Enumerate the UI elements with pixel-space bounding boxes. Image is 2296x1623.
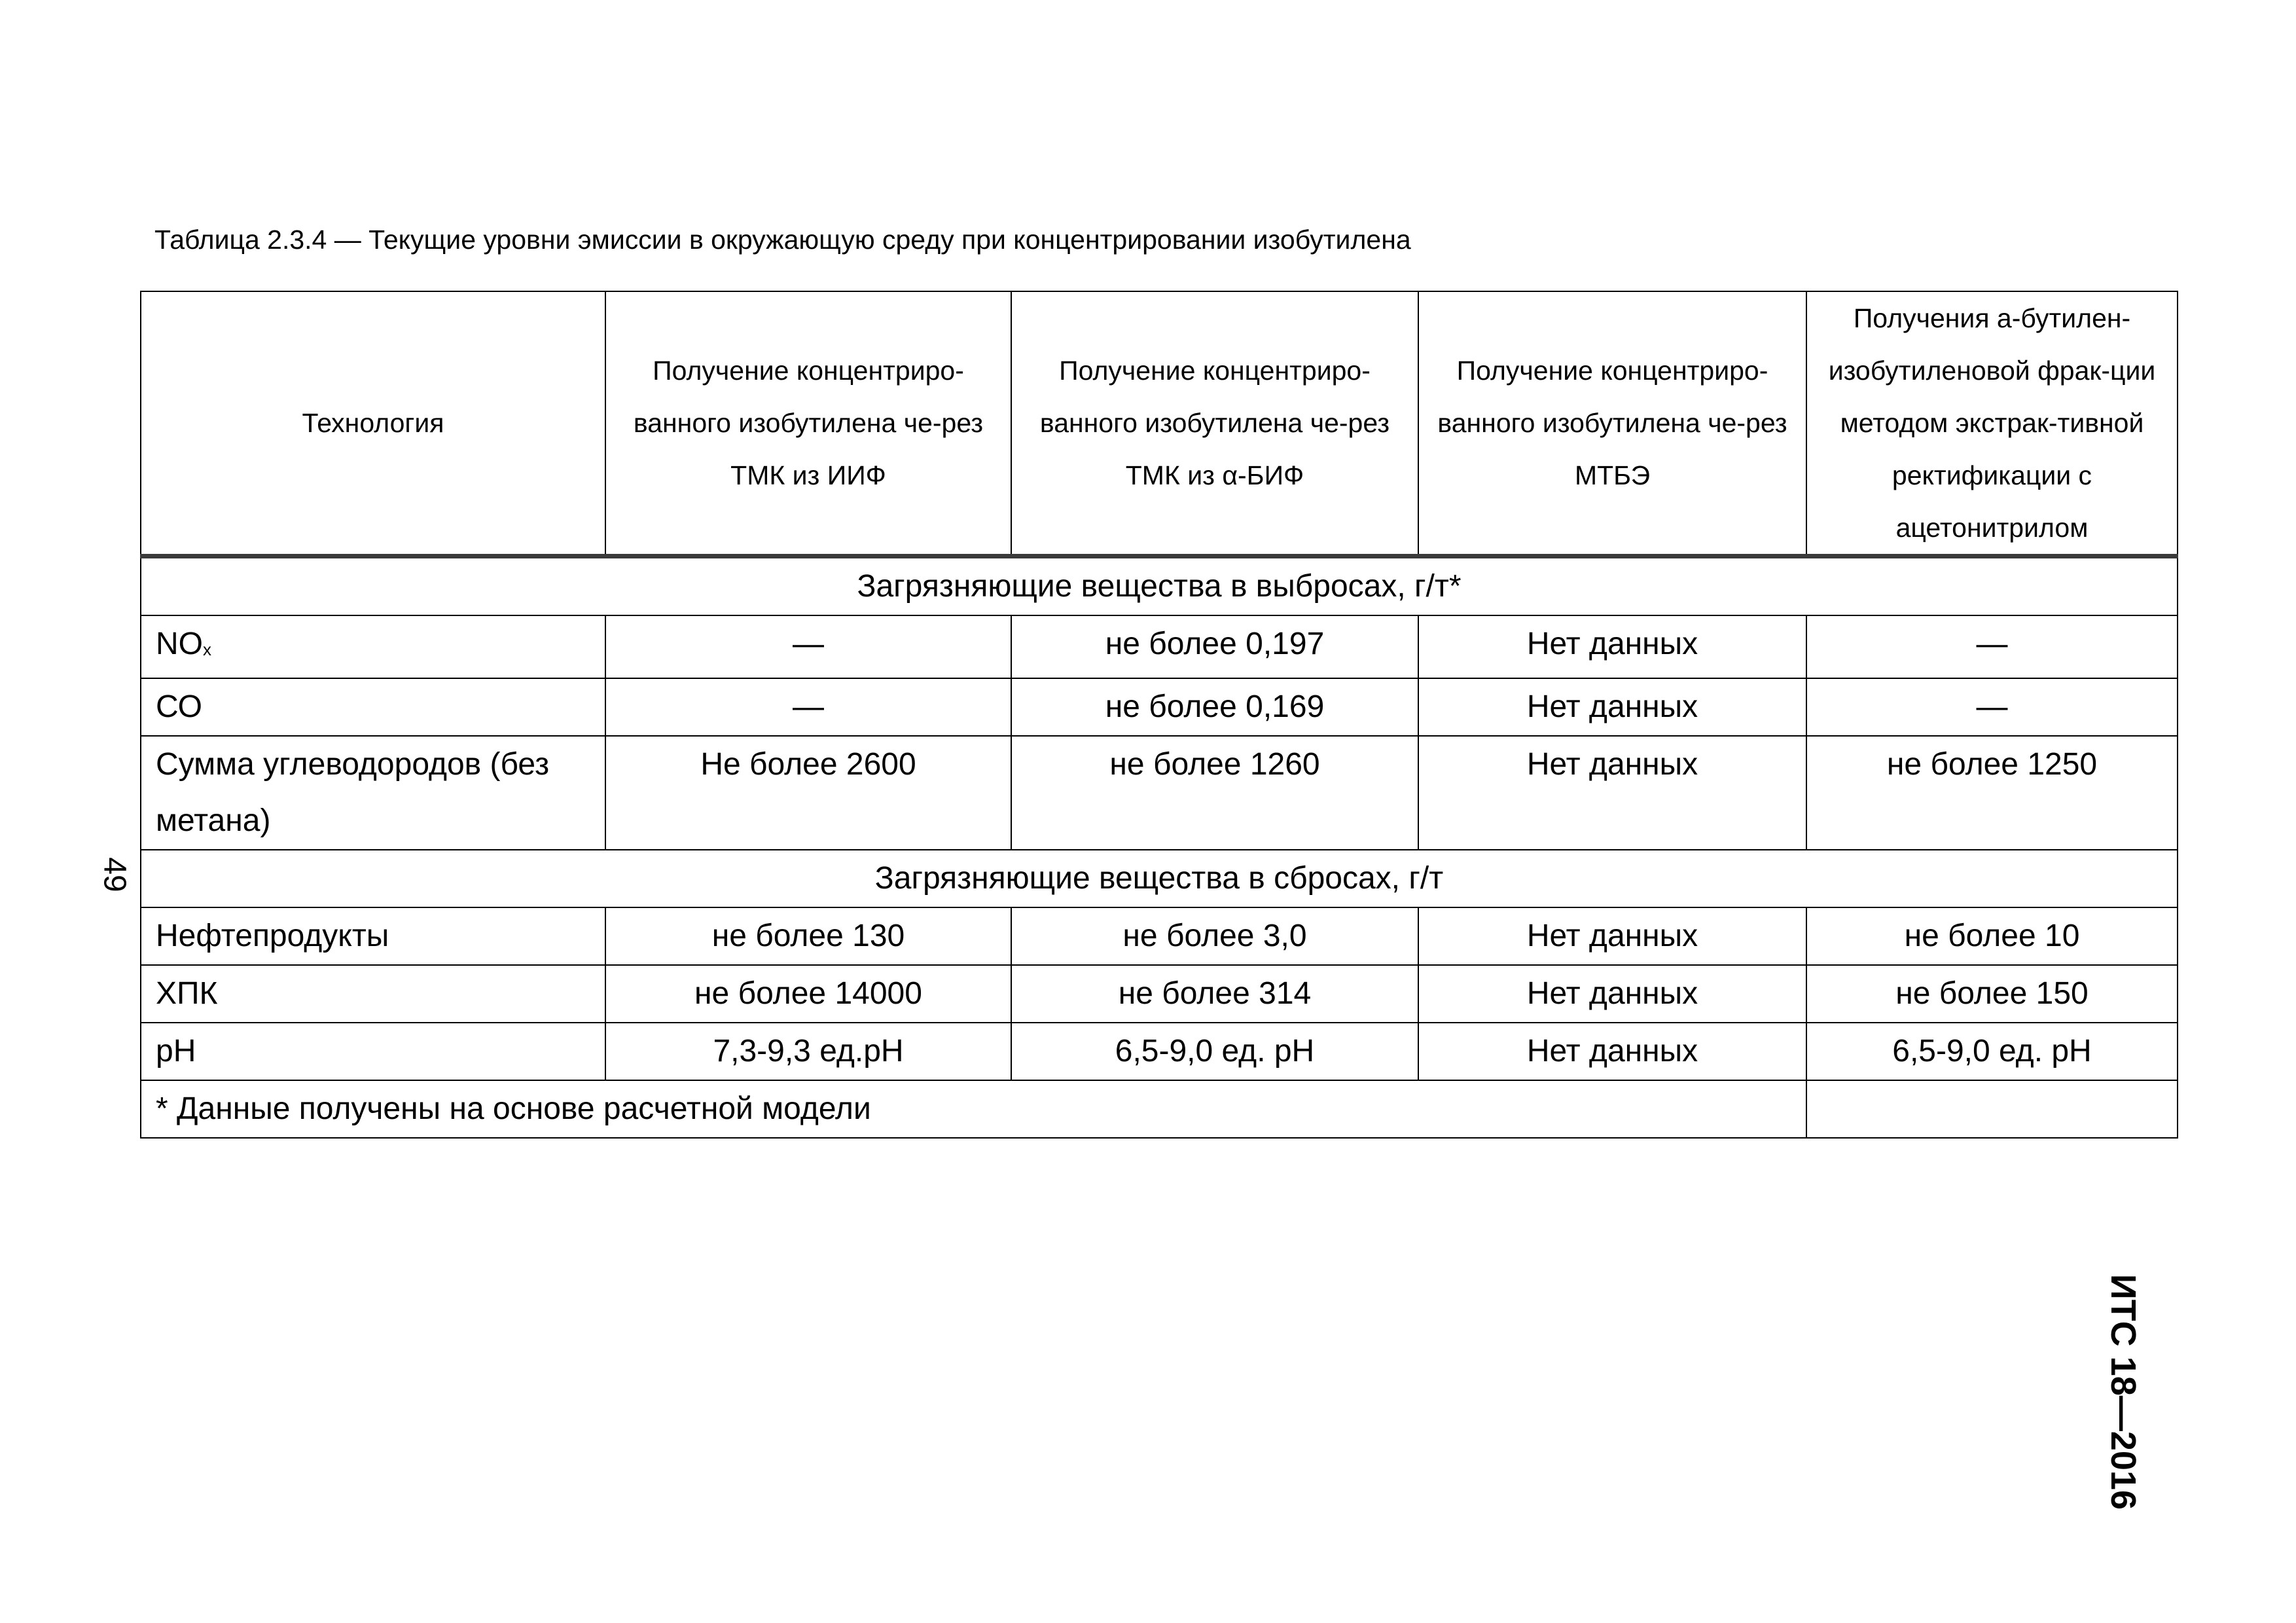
header-mtbe: Получение концентриро-ванного изобутилена че-рез МТБЭ (1418, 291, 1806, 556)
section-water-title: Загрязняющие вещества в сбросах, г/т (141, 850, 2178, 907)
table-cell: не более 10 (1806, 907, 2178, 965)
table-cell: не более 150 (1806, 965, 2178, 1023)
table-cell: не более 130 (605, 907, 1011, 965)
section-row-water (141, 850, 2178, 907)
section-air-title: Загрязняющие вещества в выбросах, г/т* (141, 556, 2178, 616)
table-cell: не более 0,169 (1011, 678, 1418, 736)
nox-text: NO (156, 627, 203, 661)
table-row (141, 965, 2178, 1023)
table-cell: Нет данных (1418, 1023, 1806, 1080)
footnote-row (141, 1080, 2178, 1138)
table-row (141, 736, 2178, 850)
table-cell: Не более 2600 (605, 736, 1011, 850)
table-cell: не более 1260 (1011, 736, 1418, 850)
table-cell: Нет данных (1418, 907, 1806, 965)
emissions-table (140, 291, 2178, 1139)
table-cell: — (1806, 615, 2178, 678)
table-cell: не более 14000 (605, 965, 1011, 1023)
table-header-row (141, 291, 2178, 556)
table-cell: — (1806, 678, 2178, 736)
table-footnote: * Данные получены на основе расчетной модели (141, 1080, 1806, 1138)
table-cell: — (605, 678, 1011, 736)
table-cell: Нет данных (1418, 678, 1806, 736)
row-label-petroleum: Нефтепродукты (141, 907, 605, 965)
table-cell: не более 0,197 (1011, 615, 1418, 678)
table-cell: Нет данных (1418, 615, 1806, 678)
table-row (141, 615, 2178, 678)
table-cell: не более 1250 (1806, 736, 2178, 850)
header-tmk-bif: Получение концентриро-ванного изобутилена че-рез ТМК из α-БИФ (1011, 291, 1418, 556)
empty-cell (1806, 1080, 2178, 1138)
standard-code: ИТС 18—2016 (2104, 1274, 2143, 1510)
table-cell: не более 3,0 (1011, 907, 1418, 965)
row-label-hydrocarbons: Сумма углеводородов (без метана) (141, 736, 605, 850)
table-cell: 7,3-9,3 ед.pH (605, 1023, 1011, 1080)
table-row (141, 907, 2178, 965)
row-label-nox (141, 615, 605, 678)
table-cell: 6,5-9,0 ед. pH (1806, 1023, 2178, 1080)
row-label-co: СО (141, 678, 605, 736)
table-row (141, 678, 2178, 736)
nox-subscript: x (203, 640, 211, 659)
row-label-cod: ХПК (141, 965, 605, 1023)
table-cell: — (605, 615, 1011, 678)
header-extractive-rectification: Получения а-бутилен-изобутиленовой фрак-ции методом экстрак-тивной ректификации с ацетонитрилом (1806, 291, 2178, 556)
header-tmk-iif: Получение концентриро-ванного изобутилена че-рез ТМК из ИИФ (605, 291, 1011, 556)
table-cell: Нет данных (1418, 965, 1806, 1023)
table-cell: не более 314 (1011, 965, 1418, 1023)
table-row (141, 1023, 2178, 1080)
header-technology: Технология (141, 291, 605, 556)
row-label-ph: pH (141, 1023, 605, 1080)
section-row-air (141, 556, 2178, 616)
table-caption: Таблица 2.3.4 — Текущие уровни эмиссии в окружающую среду при концентрировании изобутилена (154, 225, 1411, 255)
table-cell: Нет данных (1418, 736, 1806, 850)
page-number: 49 (97, 857, 132, 892)
table-cell: 6,5-9,0 ед. pH (1011, 1023, 1418, 1080)
